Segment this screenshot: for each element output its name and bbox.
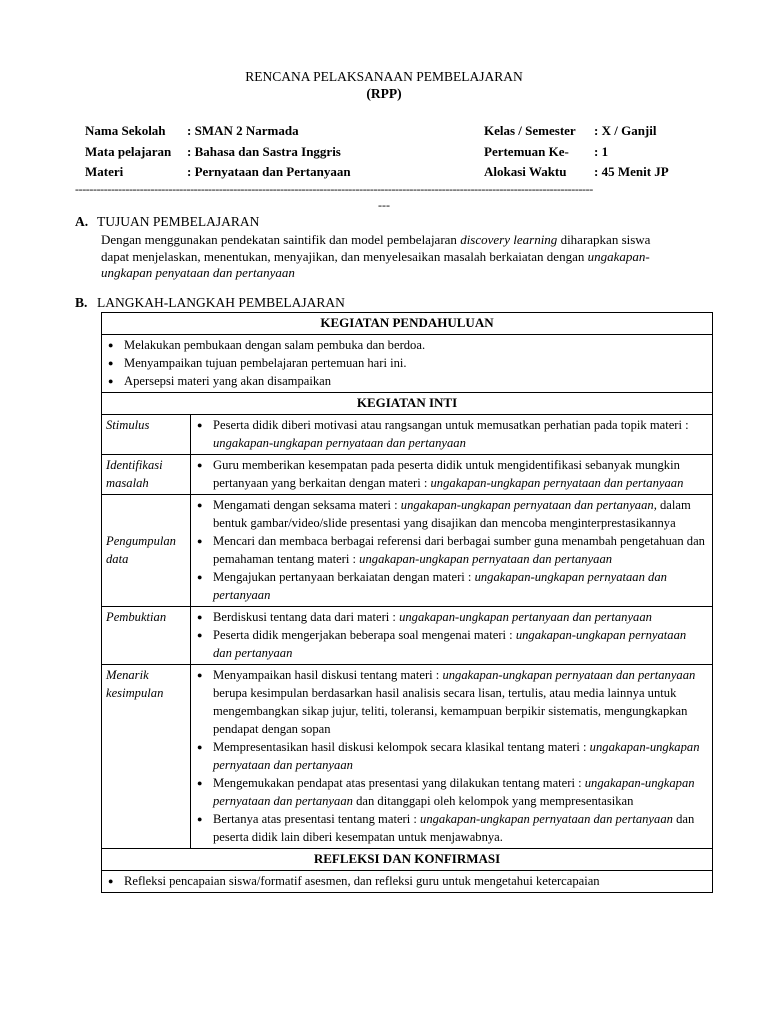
table-row xyxy=(102,495,713,607)
info-label: Materi xyxy=(85,164,124,179)
document-subtitle: (RPP) xyxy=(366,86,402,101)
refleksi-cell xyxy=(102,871,713,893)
section-a-heading xyxy=(75,214,259,230)
list-item: ● Menyampaikan tujuan pembelajaran pertemuan hari ini. xyxy=(106,354,708,372)
step-label-pembuktian: Pembuktian xyxy=(102,607,191,665)
table-row xyxy=(102,849,713,871)
list-item: ● Menyampaikan hasil diskusi tentang materi : ungakapan-ungkapan pernyataan dan pertanyaan berupa kesimpulan berdasarkan hasil analisis secara lisan, tertulis, atau media lainnya untuk mengembangkan sikap jujur, teliti, toleransi, kemampuan berpikir sistematis, mengungkapkan pendapat dengan sopan xyxy=(195,666,708,738)
table-row xyxy=(102,313,713,335)
list-item: ● Mengamati dengan seksama materi : ungakapan-ungkapan pernyataan dan pertanyaan, dalam bentuk gambar/video/slide presentasi yang disajikan dan mencoba menginterprestasikannya xyxy=(195,496,708,532)
school-info-right xyxy=(484,121,669,183)
step-label-kesimpulan: Menarik kesimpulan xyxy=(102,665,191,849)
table-row xyxy=(102,607,713,665)
learning-steps-table xyxy=(101,312,713,893)
info-label: Mata pelajaran xyxy=(85,143,172,159)
refleksi-heading: REFLEKSI DAN KONFIRMASI xyxy=(102,849,713,871)
info-row-time xyxy=(484,162,669,183)
inti-heading: KEGIATAN INTI xyxy=(102,393,713,415)
info-label: Kelas / Semester xyxy=(484,123,576,138)
info-label: Nama Sekolah xyxy=(85,123,166,138)
info-value: : Bahasa dan Sastra Inggris xyxy=(187,143,341,159)
section-letter: A. xyxy=(75,214,89,229)
step-content xyxy=(191,495,713,607)
section-title: LANGKAH-LANGKAH PEMBELAJARAN xyxy=(97,295,345,310)
table-row xyxy=(102,665,713,849)
learning-objective-paragraph xyxy=(101,232,681,282)
info-value: : 1 xyxy=(594,143,609,159)
table-row xyxy=(102,335,713,393)
list-item: ● Peserta didik diberi motivasi atau rangsangan untuk memusatkan perhatian pada topik materi : ungakapan-ungkapan pernyataan dan pertanyaan xyxy=(195,416,708,452)
info-row-subject xyxy=(85,142,351,163)
list-item: ● Berdiskusi tentang data dari materi : ungakapan-ungkapan pertanyaan dan pertanyaan xyxy=(195,608,708,626)
info-value: : X / Ganjil xyxy=(594,123,657,138)
step-content xyxy=(191,415,713,455)
table-row xyxy=(102,871,713,893)
section-b-heading xyxy=(75,295,345,311)
list-item: ● Guru memberikan kesempatan pada peserta didik untuk mengidentifikasi sebanyak mungkin pertanyaan yang berkaitan dengan materi : ungakapan-ungkapan pernyataan dan pertanyaan xyxy=(195,456,708,492)
info-row-material xyxy=(85,162,351,183)
list-item: ● Mengajukan pertanyaan berkaiatan dengan materi : ungakapan-ungkapan pernyataan dan pertanyaan xyxy=(195,568,708,604)
table-row xyxy=(102,393,713,415)
school-info-left xyxy=(85,121,351,183)
list-item: ● Mencari dan membaca berbagai referensi dari berbagai sumber guna menambah pengetahuan dan pemahaman tentang materi : ungakapan-ungkapan pernyataan dan pertanyaan xyxy=(195,532,708,568)
info-value: : SMAN 2 Narmada xyxy=(187,123,299,138)
step-label-pengumpulan: Pengumpulan data xyxy=(102,495,191,607)
list-item: ● Melakukan pembukaan dengan salam pembuka dan berdoa. xyxy=(106,336,708,354)
table-row xyxy=(102,415,713,455)
list-item: ● Mengemukakan pendapat atas presentasi yang dilakukan tentang materi : ungakapan-ungkapan pernyataan dan pertanyaan dan ditanggapi oleh kelompok yang mempresentasikan xyxy=(195,774,708,810)
info-label: Pertemuan Ke- xyxy=(484,143,569,159)
step-content xyxy=(191,607,713,665)
info-value: : 45 Menit JP xyxy=(594,164,669,179)
objective-italic: discovery learning xyxy=(460,232,558,247)
step-content xyxy=(191,455,713,495)
dashed-separator-tail: --- xyxy=(378,198,390,212)
objective-italic: ungakapan-ungkapan penyataan dan pertanyaan xyxy=(101,248,650,280)
step-label-stimulus: Stimulus xyxy=(102,415,191,455)
list-item: ● Apersepsi materi yang akan disampaikan xyxy=(106,372,708,390)
step-label-identifikasi: Identifikasi masalah xyxy=(102,455,191,495)
info-label: Alokasi Waktu xyxy=(484,164,567,179)
table-row xyxy=(102,455,713,495)
document-title: RENCANA PELAKSANAAN PEMBELAJARAN xyxy=(245,69,523,84)
section-title: TUJUAN PEMBELAJARAN xyxy=(97,214,260,229)
info-row-class xyxy=(484,121,669,142)
step-content xyxy=(191,665,713,849)
list-item: ● Bertanya atas presentasi tentang materi : ungakapan-ungkapan pernyataan dan pertanyaan dan peserta didik lain diberi kesempatan untuk menjawabnya. xyxy=(195,810,708,846)
pendahuluan-heading: KEGIATAN PENDAHULUAN xyxy=(102,313,713,335)
objective-text: Dengan menggunakan pendekatan saintifik dan model pembelajaran xyxy=(101,232,461,247)
section-letter: B. xyxy=(75,295,88,310)
info-row-school xyxy=(85,121,351,142)
pendahuluan-cell xyxy=(102,335,713,393)
info-value: : Pernyataan dan Pertanyaan xyxy=(187,164,351,179)
list-item: ● Peserta didik mengerjakan beberapa soal mengenai materi : ungakapan-ungkapan pernyataan dan pertanyaan xyxy=(195,626,708,662)
list-item: ● Mempresentasikan hasil diskusi kelompok secara klasikal tentang materi : ungakapan-ungkapan pernyataan dan pertanyaan xyxy=(195,738,708,774)
info-row-meeting xyxy=(484,142,669,163)
objective-text: diharapkan siswa dapat menjelaskan, menentukan, menyajikan, dan menyelesaikan masalah berkaiatan dengan xyxy=(101,232,651,264)
list-item: ● Refleksi pencapaian siswa/formatif asesmen, dan refleksi guru untuk mengetahui ketercapaian xyxy=(106,872,708,890)
dashed-separator: ------------------------------------------------------------------------------------------------------------------------------------------------ xyxy=(75,182,593,196)
